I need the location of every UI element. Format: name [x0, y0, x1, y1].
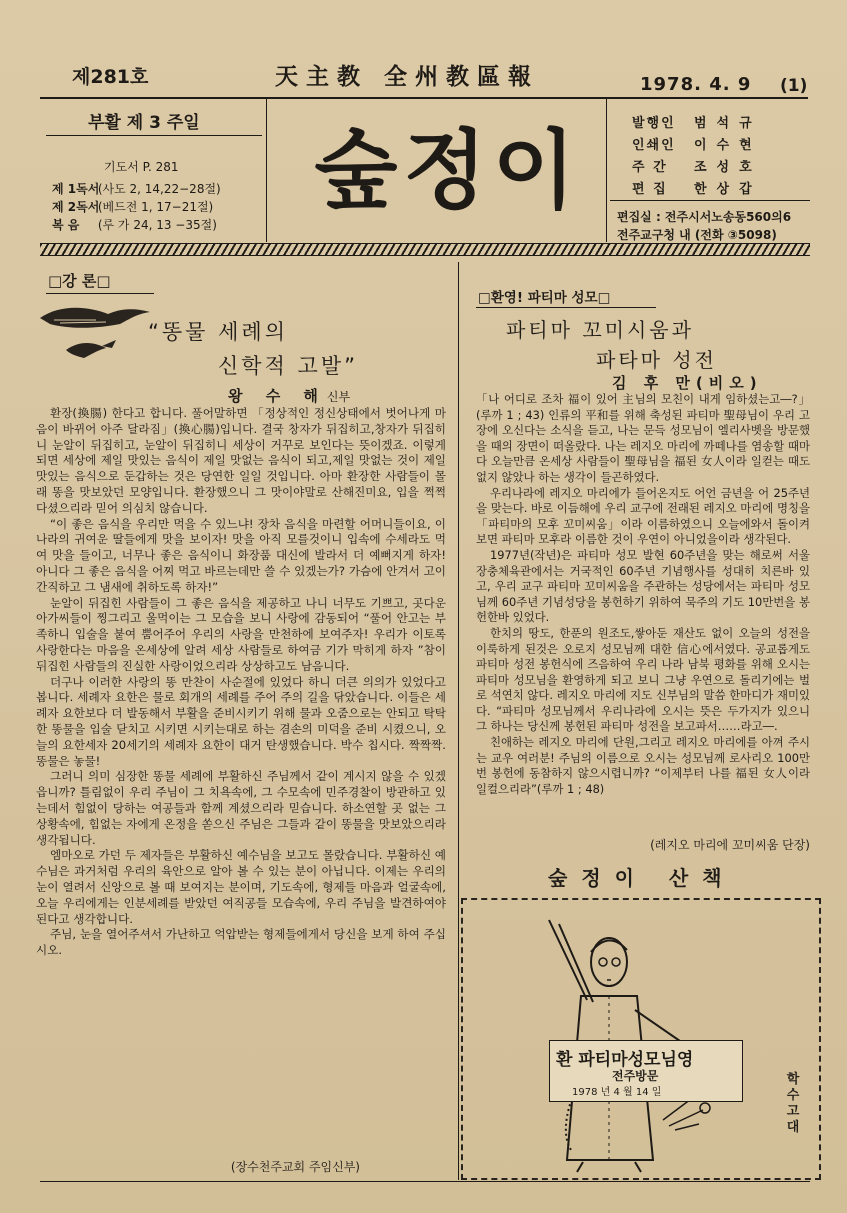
staff-row [632, 156, 762, 175]
staff-name: 한상갑 [694, 182, 762, 197]
reading-label: 복 음 [52, 218, 80, 232]
paragraph: “이 좋은 음식을 우리만 먹을 수 있느냐! 장차 음식을 마련할 어머니들이요, 이 나라의 귀여운 딸들에게 맛을 보이자! 맛을 아직 모를것이니 입속에 수세라도 먹여 맛을 들이고, 너무나 좋은 음식이니 화장품 대신에 발라서 더 예뻐지게 하자! 아니다 그 좋은 음식을 어찌 먹고 바르는데만 쓸 수 있겠는가? 가슴에 안겨서 고이 간직하고 그 냄새에 취하도록 하자!” [36, 516, 446, 594]
feature-tag-rule [476, 307, 656, 308]
doves-illustration-icon [36, 300, 154, 368]
editorial-tag-rule [46, 293, 154, 294]
office-phone: 전주교구청 내 (전화 ③5098) [617, 228, 777, 242]
author-name: 왕 수 해 [228, 387, 327, 405]
paragraph: 우리나라에 레지오 마리에가 들어온지도 어언 금년을 어 25주년을 맞는다. 바로 이듬해에 우리 교구에 전래된 레지오 마리에 명칭을 「파티마의 모후 꼬미씨움」이라 이름하였으니 오늘에와서 돌이켜 보면 파티마 모후라 이름한 것이 우연이 아니었을이라 생각된다. [476, 485, 810, 547]
staff-name: 범석규 [694, 116, 762, 131]
staff-row [632, 112, 762, 131]
banner-line1: 환 파티마성모님영 [556, 1050, 694, 1070]
paragraph: 「나 어디로 조차 福이 있어 主님의 모친이 내게 임하셨는고―?」(루까 1 ; 43) 인류의 平和를 위해 축성된 파티마 聖母님이 우리 고장에 오신다는 소식을 듣고, 나는 문득 성모님이 엘리사벳을 방문했을 때의 장면이 떠올랐다. 나는 레지오 마리에 까떼나를 염송할 때마다 오늘만큼 온세상 사람들이 聖母님을 福된 女人이라 일컫는 때도 없지 않았나 하는 생각이 들곤하였다. [476, 392, 810, 484]
reading-1 [52, 180, 221, 197]
reading-label: 제 1독서 [52, 182, 100, 196]
banner-line3: 1978 년 4 월 14 일 [572, 1087, 662, 1098]
feature-author: 김 후 만(비오) [612, 374, 763, 392]
editorial-body [36, 406, 446, 959]
staff-role: 주 간 [632, 160, 668, 175]
masthead-logo: 숲정이 [314, 121, 582, 221]
masthead-divider-right [606, 98, 607, 242]
reading-ref: (사도 2, 14,22−28절) [97, 182, 221, 196]
staff-row [632, 134, 762, 153]
paragraph: 그러니 의미 심장한 똥물 세례에 부활하신 주님께서 같이 계시지 않을 수 있겠읍니까? 틀림없이 우리 주님이 그 치욕속에, 그 수모속에 민주경찰이 방관하고 있는데서 힘없이 당하는 여공들과 함께 계셨으리라 믿습니다. 하소연할 곳 없는 그 상황속에, 힘없는 자에게 온정을 쏟으신 주님은 그들과 같이 똥물을 맛보았으리라 생각됩니다. [36, 769, 446, 847]
column-divider [458, 262, 459, 1180]
author-title: 신부 [326, 390, 351, 404]
feature-title-line2: 파타마 성전 [596, 348, 717, 372]
paragraph: 한치의 땅도, 한푼의 원조도,쌓아둔 재산도 없이 오늘의 성전을 이룩하게 된것은 오로지 성모님께 대한 信心에서였다. 공교롭게도 파티마 성전 봉헌식에 즈음하여 우리 나라 남북 평화를 위해 오시는 파티마 성모님을 환영하게 되고 보니 그냥 우연으로 돌리기에는 벌로 석연치 않다. 레지오 마리에 지도 신부님의 말씀 한마디가 재미있다. “파티마 성모님께서 우리나라에 오시는 뜻은 두가지가 있으니 그 하나는 당신께 봉헌된 파티마 성전을 보고파서……라고―. [476, 625, 810, 734]
page-number: (1) [780, 76, 808, 96]
editorial-title-line2: 신학적 고발” [218, 354, 358, 378]
staff-role: 발행인 [632, 116, 676, 131]
staff-rule [610, 200, 810, 201]
paragraph: 더구나 이러한 사랑의 똥 만찬이 사순절에 있었다 하니 더큰 의의가 있었다고 봅니다. 세례자 요한은 물로 회개의 세례를 주어 주의 길을 닦았습니다. 이들은 세례자 요한보다 더 발동해서 부활을 준비시키기 위해 물과 오줌으로는 안되고 탁탁한 똥물을 입술 닫치고 시키면 시키는대로 하는 겸손의 미덕을 준비 시켰으니, 오늘의 요한세자 20세기의 세례자 요한이 대거 탄생했습니다. 박수 칩시다. 짝짝짝. 똥물은 놓물! [36, 674, 446, 768]
feature-title-line1: 파티마 꼬미시움과 [506, 318, 694, 342]
paragraph: 엠마오로 가던 두 제자들은 부활하신 예수님을 보고도 몰랐습니다. 부활하신 예수님은 과거처럼 우리의 육안으로 알아 볼 수 있는 분이 아닙니다. 이제는 우리의 눈이 열려서 신앙으로 볼 때 보여지는 분이며, 기도속에, 형제들 마음과 얼굴속에, 오늘 우리에게는 인분세례를 받았던 여직공들 모습속에, 우리 주님을 발견하여야 된다고 생각합니다. [36, 848, 446, 926]
paragraph: 주님, 눈을 열어주셔서 가난하고 억압받는 형제들에게서 당신을 보게 하여 주십시오. [36, 927, 446, 958]
cartoon-figure-icon [463, 900, 819, 1178]
paragraph: 1977년(작년)은 파티마 성모 발현 60주년을 맞는 해로써 서울 장충체육관에서는 거국적인 60주년 기념행사를 성대히 치른바 있고, 우리 교구 파티마 꼬미씨움을 주관하는 성당에서는 파티마 성모님께 60주년 기념성당을 봉헌하기 위하여 묵주의 기도 10만번을 봉헌한바 있었다. [476, 547, 810, 625]
sunday-title: 부활 제 3 주일 [88, 113, 200, 133]
masthead-divider-left [266, 98, 267, 242]
newspaper-name: 天主教 全州教區報 [275, 63, 540, 90]
editorial-author [228, 385, 350, 406]
sunday-rule [46, 135, 262, 136]
footer-rule [40, 1181, 810, 1182]
staff-role: 인쇄인 [632, 138, 676, 153]
cartoon-caption: 학 수 고 대 [786, 1072, 800, 1135]
staff-name: 조성호 [694, 160, 762, 175]
feature-tag: □환영! 파티마 성모□ [478, 290, 611, 306]
reading-ref: (루 가 24, 13 −35절) [97, 218, 217, 232]
office-address: 편집실 : 전주시서노송동560의6 [617, 210, 792, 224]
header-rule [40, 97, 808, 99]
staff-row [632, 178, 762, 197]
editorial-signature: (장수천주교회 주임신부) [230, 1160, 360, 1174]
feature-signature: (레지오 마리에 꼬미씨움 단장) [650, 838, 810, 852]
cartoon-title: 숲정이 산책 [548, 866, 736, 890]
feature-body [476, 392, 810, 797]
welcome-banner [549, 1040, 743, 1102]
editorial-title-line1: “똥물 세례의 [148, 320, 288, 344]
staff-role: 편 집 [632, 182, 668, 197]
reading-3 [52, 216, 217, 233]
reading-2 [52, 198, 213, 215]
banner-line2: 전주방문 [612, 1069, 659, 1083]
prayer-book: 기도서 P. 281 [104, 160, 179, 174]
staff-name: 이수현 [694, 138, 762, 153]
paragraph: 환장(換腸) 한다고 합니다. 풀어말하면 「정상적인 정신상태에서 벗어나게 마음이 바뀌어 아주 달라짐」(換心腸)입니다. 결국 창자가 뒤집히고,창자가 뒤집히니 눈알이 뒤집히고, 눈알이 뒤집히니 세상이 거꾸로 보인다는 뜻이겠죠. 이렇게 되면 세상에 제일 맛있는 음식이 제일 맛없는 음식이 되고,제일 맛없는 것이 제일 맛있는 음식으로 둔갑하는 것은 당연한 일일 것입니다. 아마 환장한 사람들이 몰래 똥을 맛보았던 모양입니다. 환장했으니 그 맛이야말로 산해진미요, 입을 쩍쩍 다셨으리라 믿어 의심치 않습니다. [36, 406, 446, 515]
issue-number: 제281호 [72, 66, 149, 88]
paragraph: 친애하는 레지오 마리에 단원,그리고 레지오 마리에를 아껴 주시는 교우 여러분! 주님의 이름으로 오시는 성모님께 로사리오 100만번 봉헌에 동참하지 않으시렵니까? “이제부터 나를 福된 女人이라 일컬으리라”(루까 1 ; 48) [476, 735, 810, 796]
cartoon-frame [461, 898, 821, 1180]
reading-ref: (베드전 1, 17−21절) [97, 200, 214, 214]
editorial-tag: □강 론□ [48, 272, 111, 290]
paragraph: 눈알이 뒤집힌 사람들이 그 좋은 음식을 제공하고 나니 너무도 기쁘고, 곳다운 아가씨들이 찡그리고 울먹이는 그 모습을 보니 사랑에 감동되어 “풀어 안고는 부족하니 입술을 붙여 뿜어주어 우리의 사랑을 만천하에 보여주자! 우리가 이토록 사랑한다는 마음을 온세상에 알려 세상 사람들로 하여금 기가 막히게 하자 ”참이 뒤집힌 사람들의 진실한 사랑이었으리라 상상하고도 남음니다. [36, 595, 446, 673]
issue-date: 1978. 4. 9 [640, 74, 752, 95]
reading-label: 제 2독서 [52, 200, 100, 214]
masthead-hatch-band [40, 243, 810, 256]
